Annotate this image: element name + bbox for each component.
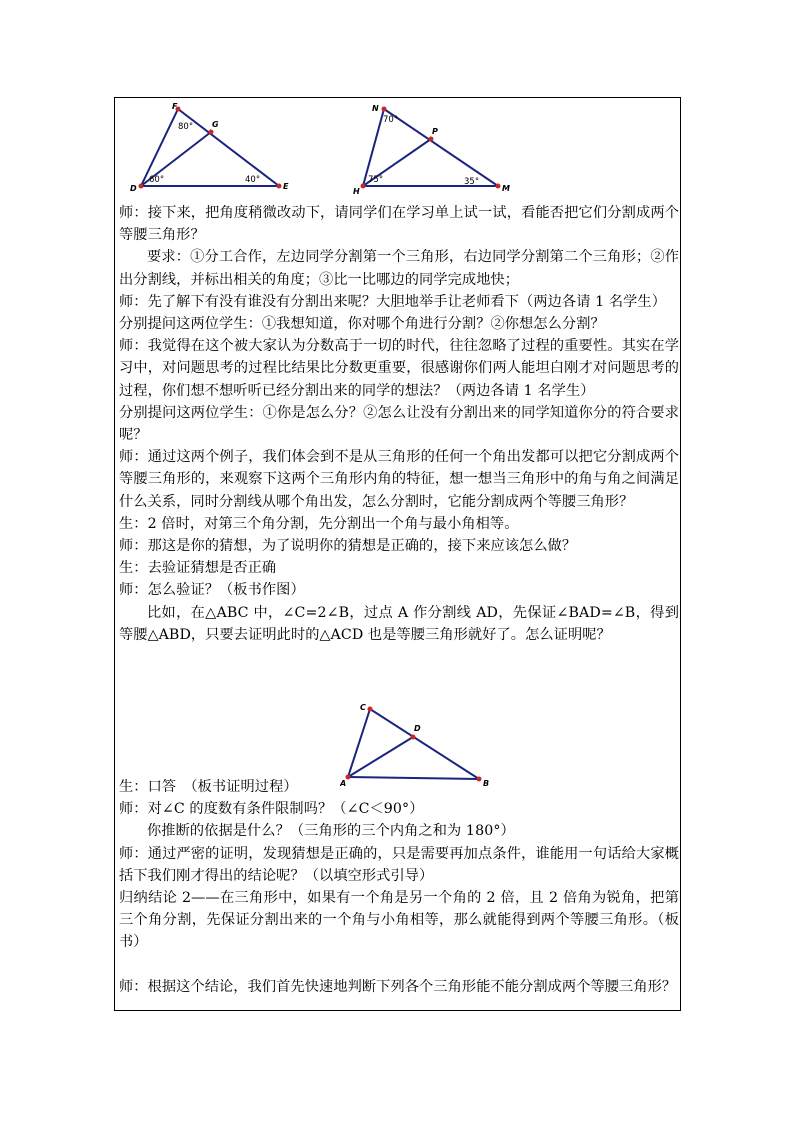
- point-e: [277, 184, 282, 189]
- paragraph: 师：怎么验证？（板书作图）: [119, 582, 305, 599]
- angle-e-label: 40°: [245, 175, 261, 185]
- paragraph: 师：通过严密的证明，发现猜想是正确的，只是需要再加点条件，谁能用一句话给大家概括下我们刚才得出的结论呢？（以填空形式引导）: [119, 845, 679, 884]
- angle-m-label: 35°: [464, 177, 480, 187]
- paragraph: 师：那这是你的猜想，为了说明你的猜想是正确的，接下来应该怎么做？: [119, 538, 577, 555]
- paragraph: 归纳结论 2——在三角形中，如果有一个角是另一个角的 2 倍，且 2 倍角为锐角，把第三个角分割，先保证分割出来的一个角与小角相等，那么就能得到两个等腰三角形。（板书）: [119, 890, 679, 951]
- label-f: F: [172, 102, 178, 111]
- side-nm: [384, 109, 498, 186]
- point-d: [139, 184, 144, 189]
- label-c: C: [360, 703, 366, 712]
- paragraph: 师：先了解下有没有谁没有分割出来呢？大胆地举手让老师看下（两边各请 1 名学生）: [119, 293, 666, 310]
- paragraph: 师：对∠C 的度数有条件限制吗？（∠C＜90°）: [119, 801, 424, 818]
- label-b: B: [483, 779, 490, 788]
- label-a: A: [340, 779, 347, 788]
- label-n: N: [372, 104, 379, 113]
- label-p: P: [432, 127, 438, 136]
- label-h: H: [353, 187, 360, 196]
- segment-ad: [348, 737, 413, 777]
- paragraph: 师：我觉得在这个被大家认为分数高于一切的时代，往往忽略了过程的重要性。其实在学习中，对问题思考的过程比结果比分数更重要，很感谢你们两人能坦白刚才对问题思考的过程，你们想不想听听已经分割出来的同学的想法？（两边各请 1 名学生）: [119, 338, 679, 399]
- paragraph: 分别提问这两位学生：①你是怎么分？②怎么让没有分割出来的同学知道你分的符合要求呢？: [119, 404, 679, 444]
- angle-n-label: 70°: [383, 115, 399, 125]
- paragraph: 生：口答 （板书证明过程）: [119, 779, 298, 795]
- paragraph: 比如，在△ABC 中，∠C=2∠B，过点 A 作分割线 AD，先保证∠BAD=∠B，得到等腰△ABD，只要去证明此时的△ACD 也是等腰三角形就好了。怎么证明呢？: [119, 604, 679, 643]
- point-p: [429, 137, 434, 142]
- paragraph: 师：通过这两个例子，我们体会到不是从三角形的任何一个角出发都可以把它分割成两个等腰三角形的，来观察下这两个三角形内角的特征，想一想当三角形中的角与角之间满足什么关系，同时分割线从哪个角出发，怎么分割时，它能分割成两个等腰三角形？: [119, 449, 679, 510]
- paragraph: 生：2 倍时，对第三个角分割，先分割出一个角与最小角相等。: [119, 515, 519, 532]
- point-m: [496, 184, 501, 189]
- side-cb: [370, 709, 479, 779]
- text-block-lower: [119, 776, 679, 998]
- paragraph: 生：去验证猜想是否正确: [119, 560, 277, 577]
- point-d: [411, 735, 416, 740]
- angle-h-label: 75°: [368, 175, 384, 185]
- point-n: [382, 107, 387, 112]
- lesson-content-frame: [114, 97, 681, 1011]
- angle-d-label: 60°: [149, 175, 165, 185]
- point-c: [368, 707, 373, 712]
- angle-f-label: 80°: [178, 122, 194, 132]
- blank-line: [119, 954, 679, 976]
- label-d: D: [414, 724, 421, 733]
- triangle-dfe-figure: [130, 102, 289, 193]
- label-m: M: [502, 184, 510, 193]
- label-d: D: [130, 184, 137, 193]
- paragraph: 师：接下来，把角度稍微改动下，请同学们在学习单上试一试，看能否把它们分割成两个等腰三角形？: [119, 205, 679, 244]
- paragraph: 要求：①分工合作，左边同学分割第一个三角形，右边同学分割第二个三角形；②作出分割线，并标出相关的角度；③比一比哪边的同学完成地快；: [119, 249, 679, 288]
- triangle-hnm-figure: [353, 104, 510, 196]
- text-block-upper: [119, 202, 679, 646]
- label-g: G: [212, 120, 219, 129]
- side-ac: [348, 709, 370, 777]
- top-figures: [115, 98, 682, 198]
- paragraph: 你推断的依据是什么？（三角形的三个内角之和为 180°）: [147, 823, 515, 840]
- point-h: [361, 184, 366, 189]
- label-e: E: [283, 182, 289, 191]
- paragraph: 师：根据这个结论，我们首先快速地判断下列各个三角形能不能分割成两个等腰三角形？: [119, 978, 677, 995]
- side-fe: [178, 109, 279, 186]
- point-g: [209, 130, 214, 135]
- paragraph: 分别提问这两位学生：①我想知道，你对哪个角进行分割？②你想怎么分割？: [119, 316, 605, 333]
